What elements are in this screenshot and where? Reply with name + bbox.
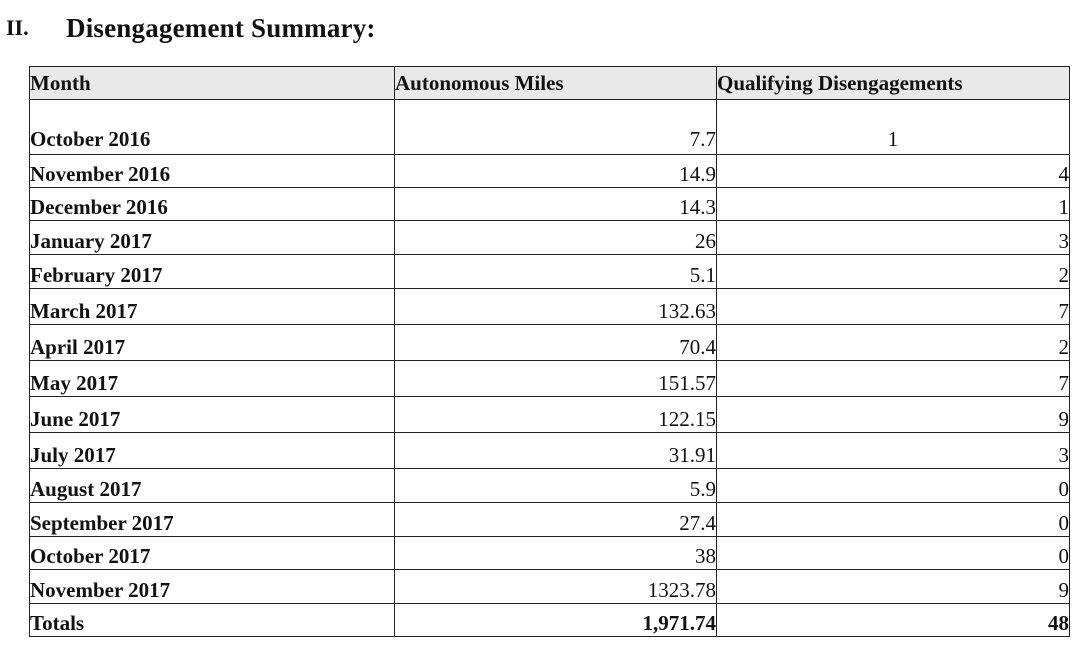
month-cell: June 2017 [30, 397, 395, 433]
month-cell: October 2017 [30, 537, 395, 570]
disengagements-cell: 0 [717, 537, 1070, 570]
month-cell: November 2016 [30, 155, 395, 188]
disengagements-cell: 0 [717, 503, 1070, 537]
totals-label: Totals [30, 604, 395, 637]
month-cell: February 2017 [30, 255, 395, 289]
table-row [30, 570, 1070, 604]
totals-disengagements: 48 [717, 604, 1070, 637]
table-row [30, 537, 1070, 570]
section-number: II. [6, 15, 29, 40]
miles-cell: 5.9 [395, 469, 717, 503]
miles-cell: 14.3 [395, 188, 717, 221]
table-row [30, 289, 1070, 325]
disengagements-cell: 3 [717, 433, 1070, 469]
miles-cell: 38 [395, 537, 717, 570]
month-cell: August 2017 [30, 469, 395, 503]
month-cell: July 2017 [30, 433, 395, 469]
table-row [30, 188, 1070, 221]
disengagements-cell: 9 [717, 397, 1070, 433]
table-row [30, 221, 1070, 255]
disengagements-cell: 7 [717, 289, 1070, 325]
table-header-row [30, 67, 1070, 100]
miles-cell: 122.15 [395, 397, 717, 433]
disengagements-cell: 2 [717, 325, 1070, 361]
miles-cell: 5.1 [395, 255, 717, 289]
totals-miles: 1,971.74 [395, 604, 717, 637]
disengagements-cell: 3 [717, 221, 1070, 255]
miles-cell: 132.63 [395, 289, 717, 325]
disengagements-cell: 7 [717, 361, 1070, 397]
miles-cell: 1323.78 [395, 570, 717, 604]
disengagements-cell: 0 [717, 469, 1070, 503]
header-month: Month [30, 67, 395, 100]
table-row [30, 503, 1070, 537]
miles-cell: 7.7 [395, 100, 717, 155]
miles-cell: 26 [395, 221, 717, 255]
disengagements-cell: 1 [717, 100, 1070, 155]
miles-cell: 27.4 [395, 503, 717, 537]
disengagement-summary-table [29, 66, 1070, 637]
month-cell: January 2017 [30, 221, 395, 255]
table-row [30, 155, 1070, 188]
month-cell: December 2016 [30, 188, 395, 221]
month-cell: May 2017 [30, 361, 395, 397]
table-row [30, 397, 1070, 433]
totals-row [30, 604, 1070, 637]
month-cell: October 2016 [30, 100, 395, 155]
disengagements-cell: 1 [717, 188, 1070, 221]
miles-cell: 151.57 [395, 361, 717, 397]
table-row [30, 361, 1070, 397]
month-cell: September 2017 [30, 503, 395, 537]
table-row [30, 433, 1070, 469]
table-row [30, 325, 1070, 361]
table-row [30, 469, 1070, 503]
miles-cell: 70.4 [395, 325, 717, 361]
table-row [30, 100, 1070, 155]
section-heading [6, 10, 376, 46]
disengagements-cell: 9 [717, 570, 1070, 604]
disengagements-cell: 4 [717, 155, 1070, 188]
section-title: Disengagement Summary: [66, 12, 376, 43]
month-cell: March 2017 [30, 289, 395, 325]
miles-cell: 14.9 [395, 155, 717, 188]
header-autonomous-miles: Autonomous Miles [395, 67, 717, 100]
month-cell: November 2017 [30, 570, 395, 604]
disengagements-cell: 2 [717, 255, 1070, 289]
month-cell: April 2017 [30, 325, 395, 361]
miles-cell: 31.91 [395, 433, 717, 469]
table-row [30, 255, 1070, 289]
header-qualifying-disengagements: Qualifying Disengagements [717, 67, 1070, 100]
